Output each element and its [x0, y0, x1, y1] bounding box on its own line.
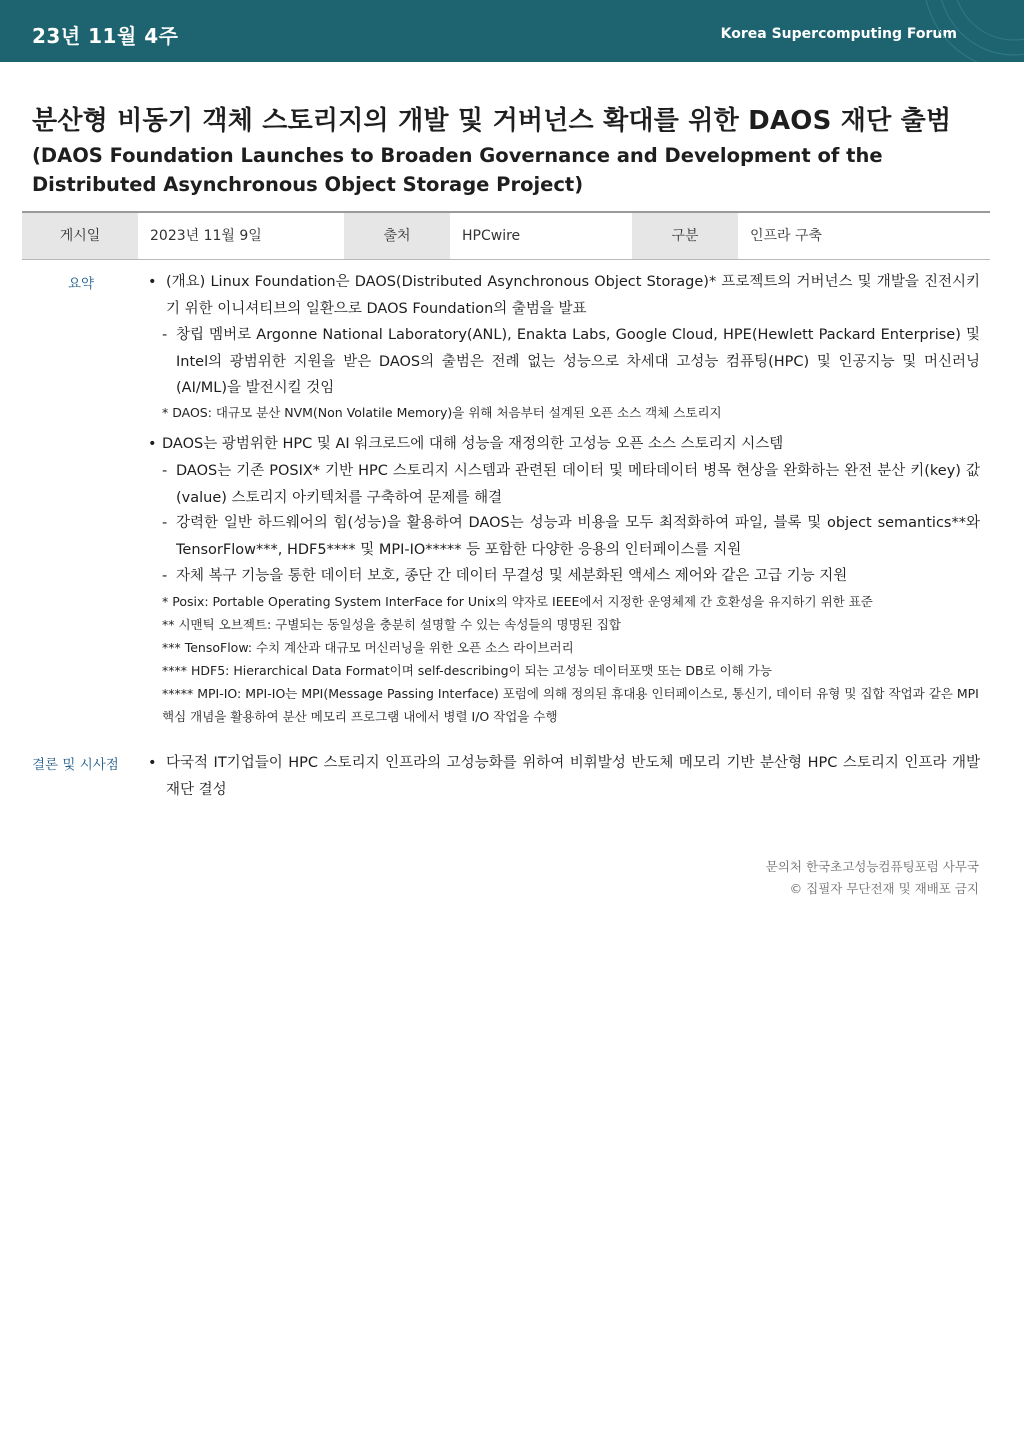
- category-label: 구분: [632, 213, 738, 259]
- category-value: 인프라 구축: [750, 228, 823, 244]
- note-hdf5: **** HDF5: Hierarchical Data Format이며 self-describing이 되는 고성능 데이터포맷 또는 DB로 이해 가능: [162, 663, 772, 678]
- summary-subpoint-3: [162, 510, 980, 563]
- bullet-icon: •: [148, 274, 157, 290]
- dash-icon: -: [162, 463, 168, 479]
- summary-note-daos: * DAOS: 대규모 분산 NVM(Non Volatile Memory)을 위해 처음부터 설계된 오픈 소스 객체 스토리지: [162, 405, 722, 420]
- header-bar: [0, 0, 1024, 62]
- conclusion-paragraph-text: 다국적 IT기업들이 HPC 스토리지 인프라의 고성능화를 위하여 비휘발성 반도체 메모리 기반 분산형 HPC 스토리지 인프라 개발 재단 결성: [166, 755, 980, 798]
- conclusion-label: 결론 및 시사점: [32, 757, 119, 773]
- note-posix: * Posix: Portable Operating System InterFace for Unix의 약자로 IEEE에서 지정한 운영체제 간 호환성을 유지하기 위한 표준: [162, 594, 873, 609]
- summary-subpoint-2: [162, 458, 980, 511]
- source-value: HPCwire: [462, 228, 521, 244]
- note-mpi-io: ***** MPI-IO: MPI-IO는 MPI(Message Passing Interface) 포럼에 의해 정의된 휴대용 인터페이스로, 통신기, 데이터 유형 및 집합 작업과 같은 MPI 핵심 개념을 활용하여 분산 메모리 프로그램 내에서 병렬 I/O 작업을 수행: [162, 686, 979, 724]
- bullet-icon: •: [148, 436, 157, 452]
- org-name: Korea Supercomputing Forum: [720, 26, 957, 42]
- summary-paragraph-2: [148, 431, 980, 458]
- page-title: 분산형 비동기 객체 스토리지의 개발 및 거버넌스 확대를 위한 DAOS 재단 출범: [32, 106, 952, 136]
- summary-label: 요약: [68, 276, 95, 292]
- note-semantic-object: ** 시맨틱 오브젝트: 구별되는 동일성을 충분히 설명할 수 있는 속성들의 명명된 집합: [162, 617, 621, 632]
- issue-label: 23년 11월 4주: [32, 24, 179, 48]
- meta-table: [22, 211, 990, 260]
- summary-subpoint-1: [162, 322, 980, 402]
- conclusion-paragraph: [148, 750, 980, 803]
- header-decoration-icon: [904, 0, 1024, 62]
- summary-paragraph-1: [148, 269, 980, 322]
- source-label: 출처: [344, 213, 450, 259]
- summary-notes: [162, 590, 980, 728]
- footer-contact: 문의처 한국초고성능컴퓨팅포럼 사무국: [765, 859, 979, 874]
- dash-icon: -: [162, 327, 168, 343]
- dash-icon: -: [162, 515, 168, 531]
- date-value: 2023년 11월 9일: [150, 228, 262, 244]
- bullet-icon: •: [148, 755, 157, 771]
- summary-subpoint-4-text: 자체 복구 기능을 통한 데이터 보호, 종단 간 데이터 무결성 및 세분화된 액세스 제어와 같은 고급 기능 지원: [176, 568, 848, 584]
- summary-subpoint-4: [162, 563, 980, 590]
- footer: [766, 856, 979, 900]
- note-tensorflow: *** TensoFlow: 수치 계산과 대규모 머신러닝을 위한 오픈 소스 라이브러리: [162, 640, 574, 655]
- date-label: 게시일: [22, 213, 138, 259]
- summary-subpoint-1-text: 창립 멤버로 Argonne National Laboratory(ANL), Enakta Labs, Google Cloud, HPE(Hewlett Packard Enterprise) 및 Intel의 광범위한 지원을 받은 DAOS의 출범은 전례 없는 성능으로 차세대 고성능 컴퓨팅(HPC) 및 인공지능 및 머신러닝(AI/ML)을 발전시킬 것임: [176, 327, 980, 396]
- summary-paragraph-2-text: DAOS는 광범위한 HPC 및 AI 워크로드에 대해 성능을 재정의한 고성능 오픈 소스 스토리지 시스템: [162, 436, 784, 452]
- summary-subpoint-3-text: 강력한 일반 하드웨어의 힘(성능)을 활용하여 DAOS는 성능과 비용을 모두 최적화하여 파일, 블록 및 object semantics**와 TensorFlow***, HDF5**** 및 MPI-IO***** 등 포함한 다양한 응용의 인터페이스를 지원: [176, 515, 980, 558]
- summary-paragraph-1-text: (개요) Linux Foundation은 DAOS(Distributed Asynchronous Object Storage)* 프로젝트의 거버넌스 및 개발을 진전시키기 위한 이니셔티브의 일환으로 DAOS Foundation의 출범을 발표: [166, 274, 980, 317]
- page-subtitle: (DAOS Foundation Launches to Broaden Governance and Development of the Distributed Asynchronous Object Storage Project): [32, 144, 883, 196]
- dash-icon: -: [162, 568, 168, 584]
- footer-copyright: © 집필자 무단전재 및 재배포 금지: [789, 881, 979, 896]
- summary-subpoint-2-text: DAOS는 기존 POSIX* 기반 HPC 스토리지 시스템과 관련된 데이터 및 메타데이터 병목 현상을 완화하는 완전 분산 키(key) 값(value) 스토리지 아키텍처를 구축하여 문제를 해결: [176, 463, 980, 506]
